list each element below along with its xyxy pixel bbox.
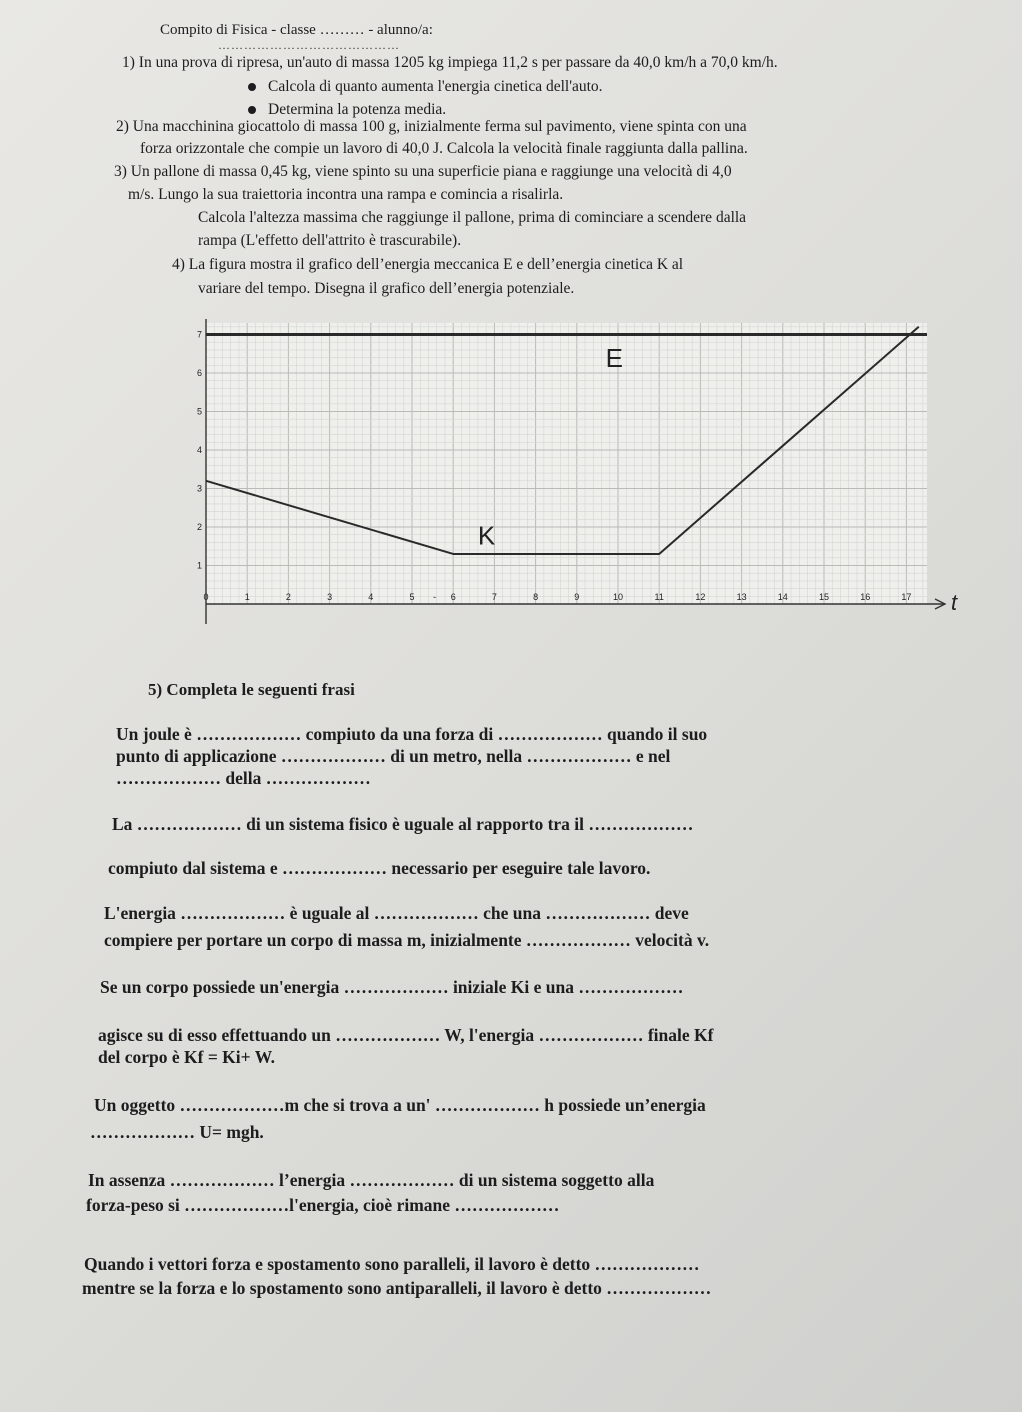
s5-line-16: mentre se la forza e lo spostamento sono antiparalleli, il lavoro è detto ……………… [82, 1278, 712, 1298]
y-tick-label: 2 [196, 522, 202, 532]
bullet-icon [248, 83, 256, 91]
x-tick-label: 15 [818, 592, 830, 602]
x-tick-label: 13 [736, 592, 747, 602]
q1-bullet-1-text: Calcola di quanto aumenta l'energia cinetica dell'auto. [268, 78, 603, 95]
y-tick-label: 5 [196, 406, 202, 417]
q4-line-2: variare del tempo. Disegna il grafico dell’energia potenziale. [198, 280, 575, 297]
q3-line-3: Calcola l'altezza massima che raggiunge il pallone, prima di cominciare a scendere dalla [198, 209, 747, 226]
x-tick-label: 5 [409, 592, 415, 602]
stray-mark: - [433, 592, 437, 602]
x-tick-label: 3 [327, 592, 333, 602]
q3-line-4: rampa (L'effetto dell'attrito è trascurabile). [198, 232, 462, 249]
s5-line-3: ……………… della ……………… [116, 768, 371, 788]
energy-chart-svg [180, 306, 960, 636]
x-tick-label: 12 [695, 592, 706, 602]
y-tick-label: 4 [196, 445, 202, 455]
y-tick-label: 7 [196, 329, 202, 340]
header-dots: …………………………………… [218, 38, 400, 52]
series-label-k: K [477, 520, 496, 551]
x-tick-label: 2 [285, 592, 291, 602]
x-tick-label: 0 [203, 592, 209, 602]
q3-line-2: m/s. Lungo la sua traiettoria incontra una rampa e comincia a risalirla. [128, 186, 564, 203]
s5-line-7: compiere per portare un corpo di massa m, inizialmente ……………… velocità v. [104, 930, 710, 950]
q1-bullet-1 [248, 78, 603, 96]
y-tick-label: 6 [196, 368, 202, 378]
q1-bullet-2 [248, 101, 446, 119]
x-tick-label: 10 [612, 592, 624, 602]
q1-bullet-2-text: Determina la potenza media. [268, 101, 447, 118]
x-tick-label: 14 [777, 592, 788, 602]
x-tick-label: 9 [574, 592, 580, 602]
x-axis-label: t [951, 590, 958, 615]
s5-line-6: L'energia ……………… è uguale al ……………… che una ……………… deve [104, 903, 689, 923]
x-tick-label: 7 [491, 592, 497, 602]
s5-line-8: Se un corpo possiede un'energia ……………… iniziale Ki e una ……………… [100, 977, 684, 997]
s5-line-1: Un joule è ……………… compiuto da una forza di ……………… quando il suo [116, 724, 708, 744]
s5-line-2: punto di applicazione ……………… di un metro, nella ……………… e nel [116, 746, 671, 766]
q1-text: 1) In una prova di ripresa, un'auto di massa 1205 kg impiega 11,2 s per passare da 40,0 km/h a 70,0 km/h. [122, 54, 778, 71]
header-line: Compito di Fisica - classe ……… - alunno/a: [160, 22, 433, 38]
x-tick-label: 17 [901, 592, 912, 602]
x-tick-label: 4 [368, 592, 374, 602]
q3-line-1: 3) Un pallone di massa 0,45 kg, viene spinto su una superficie piana e raggiunge una velocità di 4,0 [114, 163, 732, 180]
s5-line-5: compiuto dal sistema e ……………… necessario per eseguire tale lavoro. [108, 858, 651, 878]
series-label-e: E [605, 343, 623, 374]
s5-line-4: La ……………… di un sistema fisico è uguale al rapporto tra il ……………… [112, 814, 694, 834]
s5-line-15: Quando i vettori forza e spostamento sono paralleli, il lavoro è detto ……………… [84, 1254, 700, 1274]
s5-line-13: In assenza ……………… l’energia ……………… di un sistema soggetto alla [88, 1170, 655, 1190]
section5-title: 5) Completa le seguenti frasi [148, 680, 355, 699]
q2-line-2: forza orizzontale che compie un lavoro di 40,0 J. Calcola la velocità finale raggiunta dalla pallina. [140, 140, 748, 157]
s5-line-10: del corpo è Kf = Ki+ W. [98, 1047, 275, 1067]
x-tick-label: 16 [860, 592, 871, 602]
q4-line-1: 4) La figura mostra il grafico dell’energia meccanica E e dell’energia cinetica K al [172, 256, 684, 273]
bullet-icon [248, 106, 256, 114]
x-tick-label: 6 [450, 592, 456, 602]
x-tick-label: 8 [533, 592, 539, 602]
x-tick-label: 11 [654, 592, 664, 602]
s5-line-14: forza-peso si ………………l'energia, cioè rimane ……………… [86, 1195, 560, 1215]
s5-line-9: agisce su di esso effettuando un ……………… W, l'energia ……………… finale Kf [98, 1025, 714, 1045]
y-tick-label: 3 [196, 483, 202, 494]
q2-line-1: 2) Una macchinina giocattolo di massa 100 g, inizialmente ferma sul pavimento, viene spinta con una [116, 118, 747, 135]
y-tick-label: 1 [196, 560, 202, 571]
x-tick-label: 1 [244, 592, 250, 602]
s5-line-11: Un oggetto ………………m che si trova a un' ……………… h possiede un’energia [94, 1095, 706, 1115]
energy-graph [180, 306, 960, 636]
s5-line-12: ……………… U= mgh. [90, 1122, 264, 1142]
